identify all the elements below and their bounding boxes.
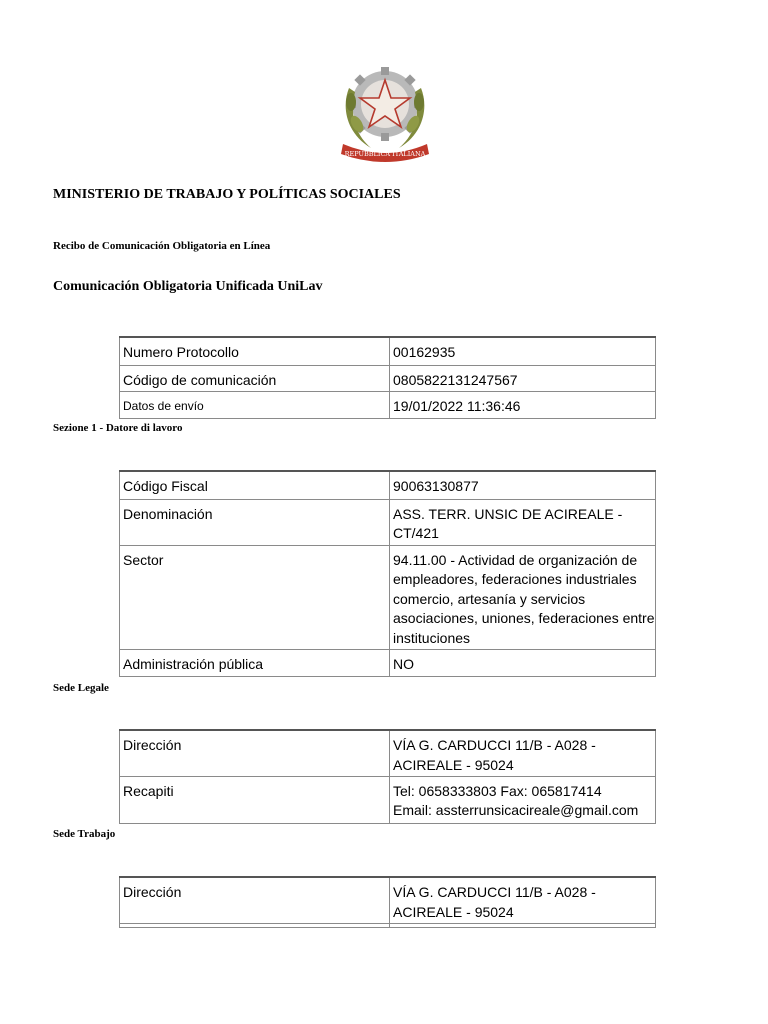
sector-label: Sector xyxy=(120,545,390,649)
section-employer-title: Sezione 1 - Datore di lavoro xyxy=(53,422,183,434)
communication-code-value: 0805822131247567 xyxy=(390,365,656,391)
protocol-table xyxy=(119,336,656,419)
send-date-value: 19/01/2022 11:36:46 xyxy=(390,391,656,418)
sector-value: 94.11.00 - Actividad de organización de empleadores, federaciones industriales comercio, artesanía y servicios asociaciones, uniones, federaciones entre instituciones xyxy=(390,545,656,649)
table-row xyxy=(120,471,656,499)
table-row xyxy=(120,545,656,649)
denomination-label: Denominación xyxy=(120,499,390,545)
sede-trabajo-table xyxy=(119,876,656,928)
table-row xyxy=(120,337,656,365)
employer-table xyxy=(119,470,656,677)
fiscal-code-label: Código Fiscal xyxy=(120,471,390,499)
table-row xyxy=(120,730,656,776)
denomination-value: ASS. TERR. UNSIC DE ACIREALE - CT/421 xyxy=(390,499,656,545)
emblem-repubblica-italiana xyxy=(335,58,435,166)
table-row xyxy=(120,649,656,676)
table-row xyxy=(120,499,656,545)
ministry-title: MINISTERIO DE TRABAJO Y POLÍTICAS SOCIALES xyxy=(53,187,401,202)
protocol-number-value: 00162935 xyxy=(390,337,656,365)
send-date-label: Datos de envío xyxy=(120,391,390,418)
protocol-number-label: Numero Protocollo xyxy=(120,337,390,365)
work-address-label: Dirección xyxy=(120,877,390,923)
contacts-phone-fax: Tel: 0658333803 Fax: 065817414 xyxy=(393,782,602,799)
ribbon-icon xyxy=(341,144,429,162)
table-row xyxy=(120,391,656,418)
table-row xyxy=(120,877,656,923)
receipt-title: Recibo de Comunicación Obligatoria en Línea xyxy=(53,240,271,252)
contacts-label: Recapiti xyxy=(120,776,390,823)
fiscal-code-value: 90063130877 xyxy=(390,471,656,499)
legal-address-label: Dirección xyxy=(120,730,390,776)
contacts-email: Email: assterrunsicacireale@gmail.com xyxy=(393,802,639,818)
communication-code-label: Código de comunicación xyxy=(120,365,390,391)
communication-title: Comunicación Obligatoria Unificada UniLav xyxy=(53,279,323,294)
work-address-value: VÍA G. CARDUCCI 11/B - A028 - ACIREALE - 95024 xyxy=(390,877,656,923)
table-cell xyxy=(390,923,656,927)
table-cell xyxy=(120,923,390,927)
sede-legale-title: Sede Legale xyxy=(53,682,109,694)
public-admin-label: Administración pública xyxy=(120,649,390,676)
legal-address-value: VÍA G. CARDUCCI 11/B - A028 - ACIREALE - 95024 xyxy=(390,730,656,776)
table-row xyxy=(120,365,656,391)
table-row xyxy=(120,923,656,927)
sede-legale-table xyxy=(119,729,656,824)
sede-trabajo-title: Sede Trabajo xyxy=(53,828,116,840)
contacts-value xyxy=(390,776,656,823)
svg-text:REPUBBLICA ITALIANA: REPUBBLICA ITALIANA xyxy=(344,150,426,158)
public-admin-value: NO xyxy=(390,649,656,676)
table-row xyxy=(120,776,656,823)
